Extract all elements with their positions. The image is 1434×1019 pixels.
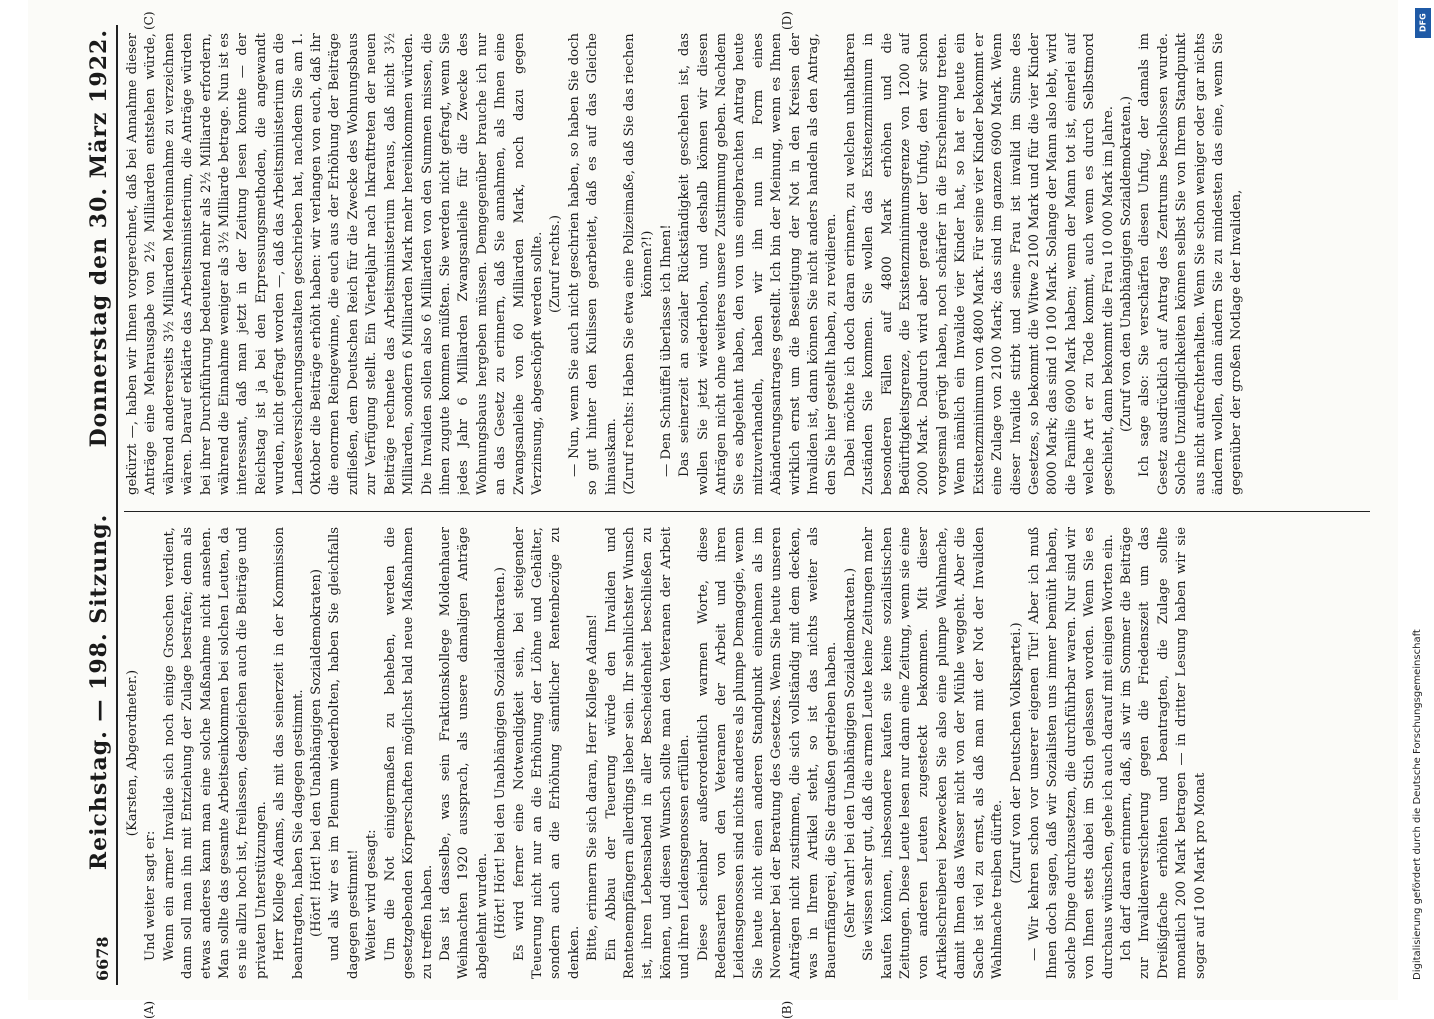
paragraph: — Nun, wenn Sie auch nicht geschrien haben, so haben Sie doch so gut hinter den Kulissen gearbeitet, daß es auf das Gleiche hinauskam. <box>566 33 619 495</box>
paragraph: (Zuruf rechts: Haben Sie etwa eine Polizeimaße, daß Sie das riechen können?!) <box>621 33 656 495</box>
paragraph: Ein Abbau der Teuerung würde den Invaliden und Rentenempfängern allerdings lieber sein. Ihr sehnlichster Wunsch ist, ihren Lebensabend in aller Bescheidenheit beschließen zu können, und diesen Wunsch sollte man den Veteranen der Arbeit und ihren Leidensgenossen erfüllen. <box>603 527 693 979</box>
paragraph: (Zuruf rechts.) <box>548 214 564 314</box>
paragraph: und als wir es im Plenum wiederholten, haben Sie gleichfalls dagegen gestimmt! <box>327 527 361 979</box>
session-title: Reichstag. — 198. Sitzung. <box>86 513 112 871</box>
margin-marker-b: (B) <box>780 1000 794 1019</box>
paragraph: — Wir kehren schon vor unserer eigenen Tür! Aber ich muß Ihnen doch sagen, daß wir Sozialisten uns immer bemüht haben, solche Dinge durchzusetzen, die durchführbar waren. Nur sind wir von Ihnen stets dabei im Stich gelassen worden. Wenn Sie es durchaus wünschen, gehe ich auch darauf mit einigen Worten ein. <box>1026 527 1116 979</box>
left-column <box>124 527 1380 979</box>
paragraph: (Karsten, Abgeordneter.) <box>125 669 140 837</box>
paragraph: — Den Schnüffel überlasse ich Ihnen! <box>658 224 674 477</box>
digitization-notice: Digitalisierung gefördert durch die Deutsche Forschungsgemeinschaft <box>1412 629 1423 980</box>
paragraph: Weiter wird gesagt: <box>364 829 380 961</box>
page-number: 6678 <box>93 936 112 981</box>
paragraph: Das seinerzeit an sozialer Rückständigkeit geschehen ist, das wollen Sie jetzt wiederholen, und deshalb können wir diesen Anträgen nicht ohne weiteres unsere Zustimmung geben. Nachdem Sie es abgelehnt haben, den von uns eingebrachten Antrag heute mitzuverhandeln, haben wir ihn nun in Form eines Abänderungsantrages gestellt. Ich bin der Meinung, wenn es Ihnen wirklich ernst um die Beseitigung der Not in den Kreisen der Invaliden ist, dann können Sie nicht anders handeln als den Antrag, den Sie hier gestellt haben, zu revidieren. <box>677 33 840 495</box>
paragraph: Ich sage also: Sie verschärfen diesen Unfug, der damals im Gesetz ausdrücklich auf Antrag des Zentrums beschlossen wurde. Solche Unzulänglichkeiten können selbst Sie von Ihrem Standpunkt aus nicht aufrechterhalten. Wenn Sie schon weniger oder gar nichts ändern wollen, dann ändern Sie zu mindesten das eine, wenn Sie gegenüber der großen Notlage der Invaliden, <box>1137 33 1245 495</box>
paragraph: Herr Kollege Adams, als mit das seinerzeit in der Kommission beantragten, haben Sie dagegen gestimmt. <box>272 527 306 979</box>
paragraph: gekürzt —, haben wir Ihnen vorgerechnet, daß bei Annahme dieser Anträge eine Mehrausgabe von 2½ Milliarden entstehen würde, während andererseits 3½ Milliarden Mehreinnahme zu verzeichnen wären. Darauf erklärte das Arbeitsministerium, die Anträge würden bei ihrer Durchführung bedeutend mehr als 2½ Milliarde erfordern, während die Einnahme weniger als 3½ Milliarde betrage. Nun ist es interessant, daß man jetzt in der Zeitung lesen konnte — der Reichstag ist ja bei den Erpressungsmethoden, die angewandt wurden, nicht gefragt worden —, daß das Arbeitsministerium an die Landesversicherungsanstalten geschrieben hat, nachdem Sie am 1. Oktober die Beiträge erhöht haben: wir verlangen von euch, daß ihr die enormen Reingewinne, die euch aus der Erhöhung der Beiträge zufließen, dem Deutschen Reich für die Zwecke des Wohnungsbaus zur Verfügung stellt. Ein Vierteljahr nach Inkrafttreten der neuen Beiträge rechnete das Arbeitsministerium heraus, daß nicht 3½ Milliarden, sondern 6 Milliarden Mark mehr hereinkommen würden. Die Invaliden sollen also 6 Milliarden von den Summen missen, die ihnen zugute kommen müßten. Sie werden nicht gefragt, wenn Sie jedes Jahr 6 Milliarden Zwangsanleihe für die Zwecke des Wohnungsbaus hergeben müssen. Demgegenüber brauche ich nur an das Gesetz zu erinnern, daß Sie annahmen, als Ihnen eine Zwangsanleihe von 60 Milliarden Mark, noch dazu gegen Verzinsung, abgeschöpft werden sollte. <box>125 33 545 495</box>
right-column <box>124 33 1380 495</box>
page-header <box>80 25 118 985</box>
column-divider <box>124 511 1370 512</box>
paragraph: Bitte, erinnern Sie sich daran, Herr Kollege Adams! <box>585 613 601 961</box>
paragraph: (Zuruf von den Unabhängigen Sozialdemokraten.) <box>1118 95 1134 433</box>
margin-marker-a: (A) <box>142 1000 156 1019</box>
dfg-logo: DFG <box>1415 8 1431 38</box>
paragraph: Dabei möchte ich doch daran erinnern, zu welchen unhaltbaren Zuständen Sie kommen. Sie wollen das Existenzminimum in besonderen Fällen auf 4800 Mark erhöhen und die Bedürftigkeitsgrenze, die Existenzminimumsgrenze von 1200 auf 2000 Mark. Dadurch wird aber gerade der Unfug, den wir schon vorgesmal gerügt haben, noch schärfer in die Erscheinung treten. Wenn nämlich ein Invalide vier Kinder hat, so hat er heute ein Existenzminimum von 4800 Mark. Für seine vier Kinder bekommt er eine Zulage von 2100 Mark; das sind im ganzen 6900 Mark. Wenn dieser Invalide stirbt und seine Frau ist invalid im Sinne des Gesetzes, so bekommt die Witwe 2100 Mark und für die vier Kinder 8000 Mark; das sind 10 100 Mark. Solange der Mann also lebt, wird die Familie 6900 Mark haben; wenn der Mann tot ist, einerlei auf welche Art er zu Tode kommt, auch wenn es durch Selbstmord geschieht, dann bekommt die Frau 10 000 Mark im Jahre. <box>842 33 1116 495</box>
paragraph: Das ist dasselbe, was sein Fraktionskollege Moldenhauer Weihnachten 1920 aussprach, als unsere damaligen Anträge abgelehnt wurden. <box>437 527 490 979</box>
paragraph: Ich darf daran erinnern, daß, als wir im Sommer die Beiträge zur Invalidenversicherung gegen die Friedenszeit um das Dreißigfache erhöhten und beantragten, die Zulage sollte monatlich 200 Mark betragen — in dritter Lesung haben wir sie sogar auf 100 Mark pro Monat <box>1118 527 1208 979</box>
margin-marker-c: (C) <box>142 11 156 30</box>
session-date: Donnerstag den 30. März 1922. <box>86 29 112 448</box>
margin-marker-d: (D) <box>780 11 794 30</box>
paragraph: Um die Not einigermaßen zu beheben, werden die gesetzgebenden Körperschaften möglichst bald neue Maßnahmen zu treffen haben. <box>382 527 435 979</box>
paragraph: (Zuruf von der Deutschen Volkspartei.) <box>1008 622 1024 884</box>
paragraph: (Hört! Hört! bei den Unabhängigen Sozialdemokraten) <box>309 569 325 937</box>
paragraph: Es wird ferner eine Notwendigkeit sein, bei steigender Teuerung nicht nur an die Erhöhung der Löhne und Gehälter, sondern auch an die Erhöhung sämtlicher Rentenbezüge zu denken. <box>511 527 582 979</box>
paragraph: Sie wissen sehr gut, daß die armen Leute keine Zeitungen mehr kaufen können, insbesondere kaufen sie keine sozialistischen Zeitungen. Diese Leute lesen nur dann eine Zeitung, wenn sie eine von anderen Leuten zugesteckt bekommen. Mit dieser Artikelschreiberei bezwecken Sie also eine plumpe Wahlmache, damit Ihnen das Wasser nicht von der Mühle weggeht. Aber die Sache ist viel zu ernst, als daß man mit der Not der Invaliden Wahlmache treiben dürfte. <box>861 527 1006 979</box>
paragraph: Diese scheinbar außerordentlich warmen Worte, diese Redensarten von den Veteranen der Arbeit und ihren Leidensgenossen sind nichts anderes als plumpe Demagogie, wenn Sie heute nicht einen anderen Standpunkt einnehmen als im November bei der Beratung des Gesetzes. Wenn Sie heute unseren Anträgen nicht zustimmen, die sich vollständig mit dem decken, was in Ihrem Artikel steht, so ist das nichts weiter als Bauernfängerei, die Sie draußen getrieben haben. <box>695 527 840 979</box>
paragraph: (Hört! Hört! bei den Unabhängigen Sozialdemokraten.) <box>493 566 509 940</box>
rotated-page <box>80 11 1380 1019</box>
scanned-page <box>28 0 1398 1019</box>
paragraph: Wenn ein armer Invalide sich noch einige Groschen verdient, dann soll man ihn mit Entziehung der Zulage bestrafen; denn als etwas anderes kann man eine solche Maßnahme nicht ansehen. Man sollte das gesamte Arbeitseinkommen bei solchen Leuten, da es nie allzu hoch ist, freilassen, desgleichen auch die Beiträge und privaten Unterstützungen. <box>161 527 269 979</box>
paragraph: (Sehr wahr! bei den Unabhängigen Sozialdemokraten.) <box>842 567 858 939</box>
paragraph: Und weiter sagt er: <box>143 830 159 961</box>
